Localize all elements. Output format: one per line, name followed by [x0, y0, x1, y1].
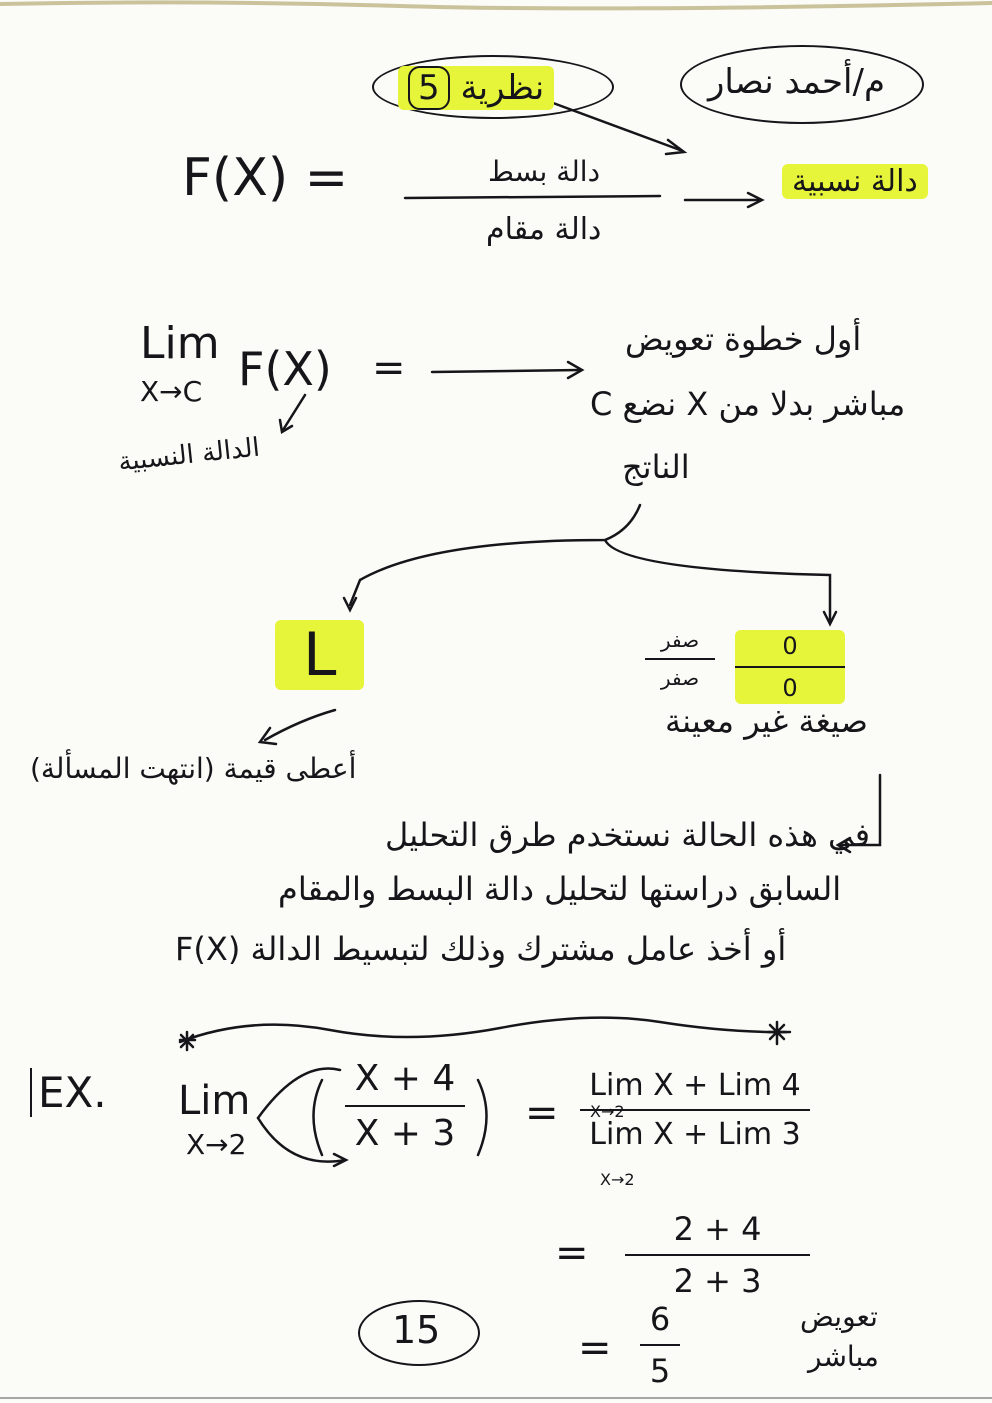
- example-denominator: X + 3: [354, 1113, 456, 1154]
- numerator-label: دالة بسط: [488, 155, 601, 188]
- step-fraction: [625, 1210, 810, 1300]
- fx-lhs: F(X) =: [182, 148, 349, 208]
- rational-result: دالة نسبية: [782, 164, 928, 199]
- step-line-1: أول خطوة تعويض: [625, 320, 862, 358]
- result-label: الناتج: [622, 448, 690, 486]
- theory-heading: [398, 66, 554, 110]
- procedure-line-3: أو أخذ عامل مشترك وذلك لتبسيط الدالة F(X): [175, 930, 787, 968]
- expanded-numerator: Lim X + Lim 4: [589, 1068, 801, 1103]
- method-line-2: مباشر: [808, 1340, 879, 1373]
- lim-sub: X→C: [140, 375, 203, 408]
- theory-label: نظرية: [460, 68, 545, 108]
- method-line-1: تعويض: [800, 1300, 878, 1333]
- procedure-line-1: في هذه الحالة نستخدم طرق التحليل: [385, 816, 870, 854]
- example-sub: X→2: [186, 1128, 247, 1161]
- step-numerator: 2 + 4: [673, 1210, 762, 1248]
- zero-bottom: 0: [782, 674, 798, 702]
- word-top: صفر: [660, 628, 700, 652]
- example-eq: =: [525, 1090, 559, 1136]
- example-fraction: [345, 1058, 465, 1154]
- expanded-sub-top: X→2: [590, 1102, 625, 1121]
- left-note: أعطى قيمة (انتهت المسألة): [30, 752, 357, 785]
- word-bar: [645, 658, 715, 660]
- expanded-denominator: Lim X + Lim 3: [589, 1117, 801, 1152]
- indeterminate-note: صيغة غير معينة: [665, 702, 868, 740]
- zero-bar: [735, 666, 845, 668]
- final-eq: =: [578, 1325, 612, 1371]
- final-denominator: 5: [649, 1352, 671, 1390]
- step-denominator: 2 + 3: [673, 1262, 762, 1300]
- step-line-2: مباشر بدلا من X نضع C: [590, 385, 906, 423]
- left-value: L: [275, 620, 364, 690]
- lim-eq: =: [372, 345, 406, 391]
- zero-top: 0: [782, 632, 798, 660]
- denominator-label: دالة مقام: [486, 212, 602, 247]
- word-fraction: [645, 628, 715, 690]
- expanded-sub-bottom: X→2: [600, 1170, 635, 1189]
- theory-number: 5: [408, 66, 450, 110]
- example-lim: Lim: [178, 1078, 251, 1124]
- step-eq: =: [555, 1230, 589, 1276]
- example-bar: [345, 1105, 465, 1107]
- word-bottom: صفر: [660, 666, 700, 690]
- zero-over-zero: [735, 630, 845, 704]
- lim-symbol: Lim: [140, 318, 220, 369]
- example-label: EX.: [30, 1068, 107, 1117]
- step-bar: [625, 1254, 810, 1256]
- lim-fx: F(X): [238, 342, 332, 396]
- procedure-line-2: السابق دراستها لتحليل دالة البسط والمقام: [278, 870, 842, 908]
- rational-note: الدالة النسبية: [116, 432, 262, 478]
- final-numerator: 6: [649, 1300, 671, 1338]
- author-name: م/أحمد نصار: [708, 62, 886, 102]
- final-bar: [640, 1344, 680, 1346]
- page-number: 15: [392, 1308, 441, 1352]
- example-numerator: X + 4: [354, 1058, 456, 1099]
- final-fraction: [640, 1300, 680, 1390]
